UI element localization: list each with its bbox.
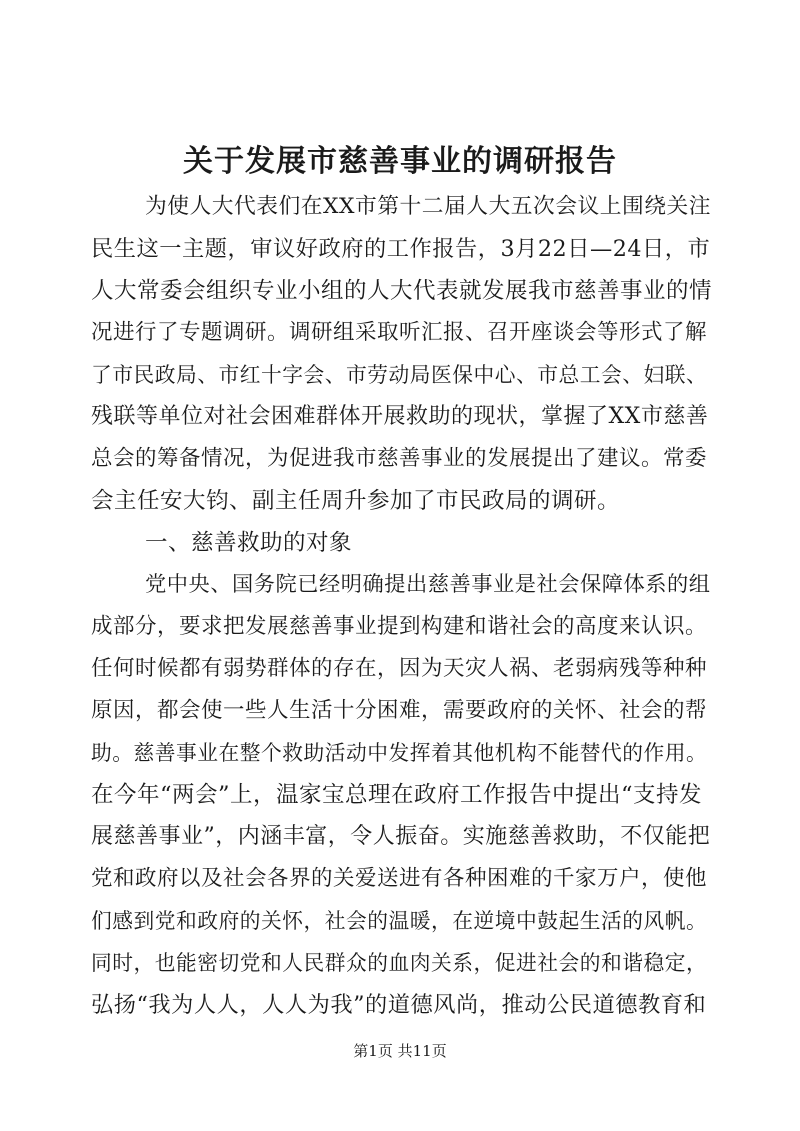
paragraph-1-line-7: 总会的筹备情况，为促进我市慈善事业的发展提出了建议。常委 bbox=[91, 446, 708, 471]
paragraph-1-line-1: 为使人大代表们在XX市第十二届人大五次会议上围绕关注 bbox=[145, 194, 711, 219]
paragraph-2-line-10: 同时，也能密切党和人民群众的血肉关系，促进社会的和谐稳定， bbox=[91, 951, 708, 975]
paragraph-2-line-1: 党中央、国务院已经明确提出慈善事业是社会保障体系的组 bbox=[145, 572, 711, 597]
paragraph-2-line-9: 们感到党和政府的关怀，社会的温暖，在逆境中鼓起生活的风帆。 bbox=[91, 909, 708, 933]
paragraph-1-line-2: 民生这一主题，审议好政府的工作报告，3月22日—24日，市 bbox=[91, 236, 711, 262]
paragraph-2-line-7: 展慈善事业”，内涵丰富，令人振奋。实施慈善救助，不仅能把 bbox=[91, 824, 711, 849]
paragraph-1-line-4: 况进行了专题调研。调研组采取听汇报、召开座谈会等形式了解 bbox=[91, 320, 708, 345]
paragraph-1-line-3: 人大常委会组织专业小组的人大代表就发展我市慈善事业的情 bbox=[91, 278, 713, 304]
paragraph-2-line-4: 原因，都会使一些人生活十分困难，需要政府的关怀、社会的帮 bbox=[91, 698, 708, 723]
document-title: 关于发展市慈善事业的调研报告 bbox=[183, 144, 617, 179]
paragraph-2-line-3: 任何时候都有弱势群体的存在，因为天灾人祸、老弱病残等种种 bbox=[91, 656, 708, 681]
paragraph-2-line-11: 弘扬“我为人人，人人为我”的道德风尚，推动公民道德教育和 bbox=[91, 992, 707, 1018]
page-number-footer: 第1页 共11页 bbox=[353, 1042, 447, 1060]
paragraph-2-line-5: 助。慈善事业在整个救助活动中发挥着其他机构不能替代的作用。 bbox=[91, 741, 708, 765]
paragraph-1-line-6: 残联等单位对社会困难群体开展救助的现状，掌握了XX市慈善 bbox=[91, 404, 709, 429]
paragraph-2-line-6: 在今年“两会”上，温家宝总理在政府工作报告中提出“支持发 bbox=[91, 782, 703, 808]
section-heading: 一、慈善救助的对象 bbox=[145, 530, 353, 556]
paragraph-2-line-8: 党和政府以及社会各界的关爱送进有各种困难的千家万户，使他 bbox=[91, 866, 708, 891]
paragraph-1-line-5: 了市民政局、市红十字会、市劳动局医保中心、市总工会、妇联、 bbox=[91, 363, 708, 387]
paragraph-1-line-8: 会主任安大钧、副主任周升参加了市民政局的调研。 bbox=[91, 488, 621, 514]
paragraph-2-line-2: 成部分，要求把发展慈善事业提到构建和谐社会的高度来认识。 bbox=[91, 614, 708, 639]
